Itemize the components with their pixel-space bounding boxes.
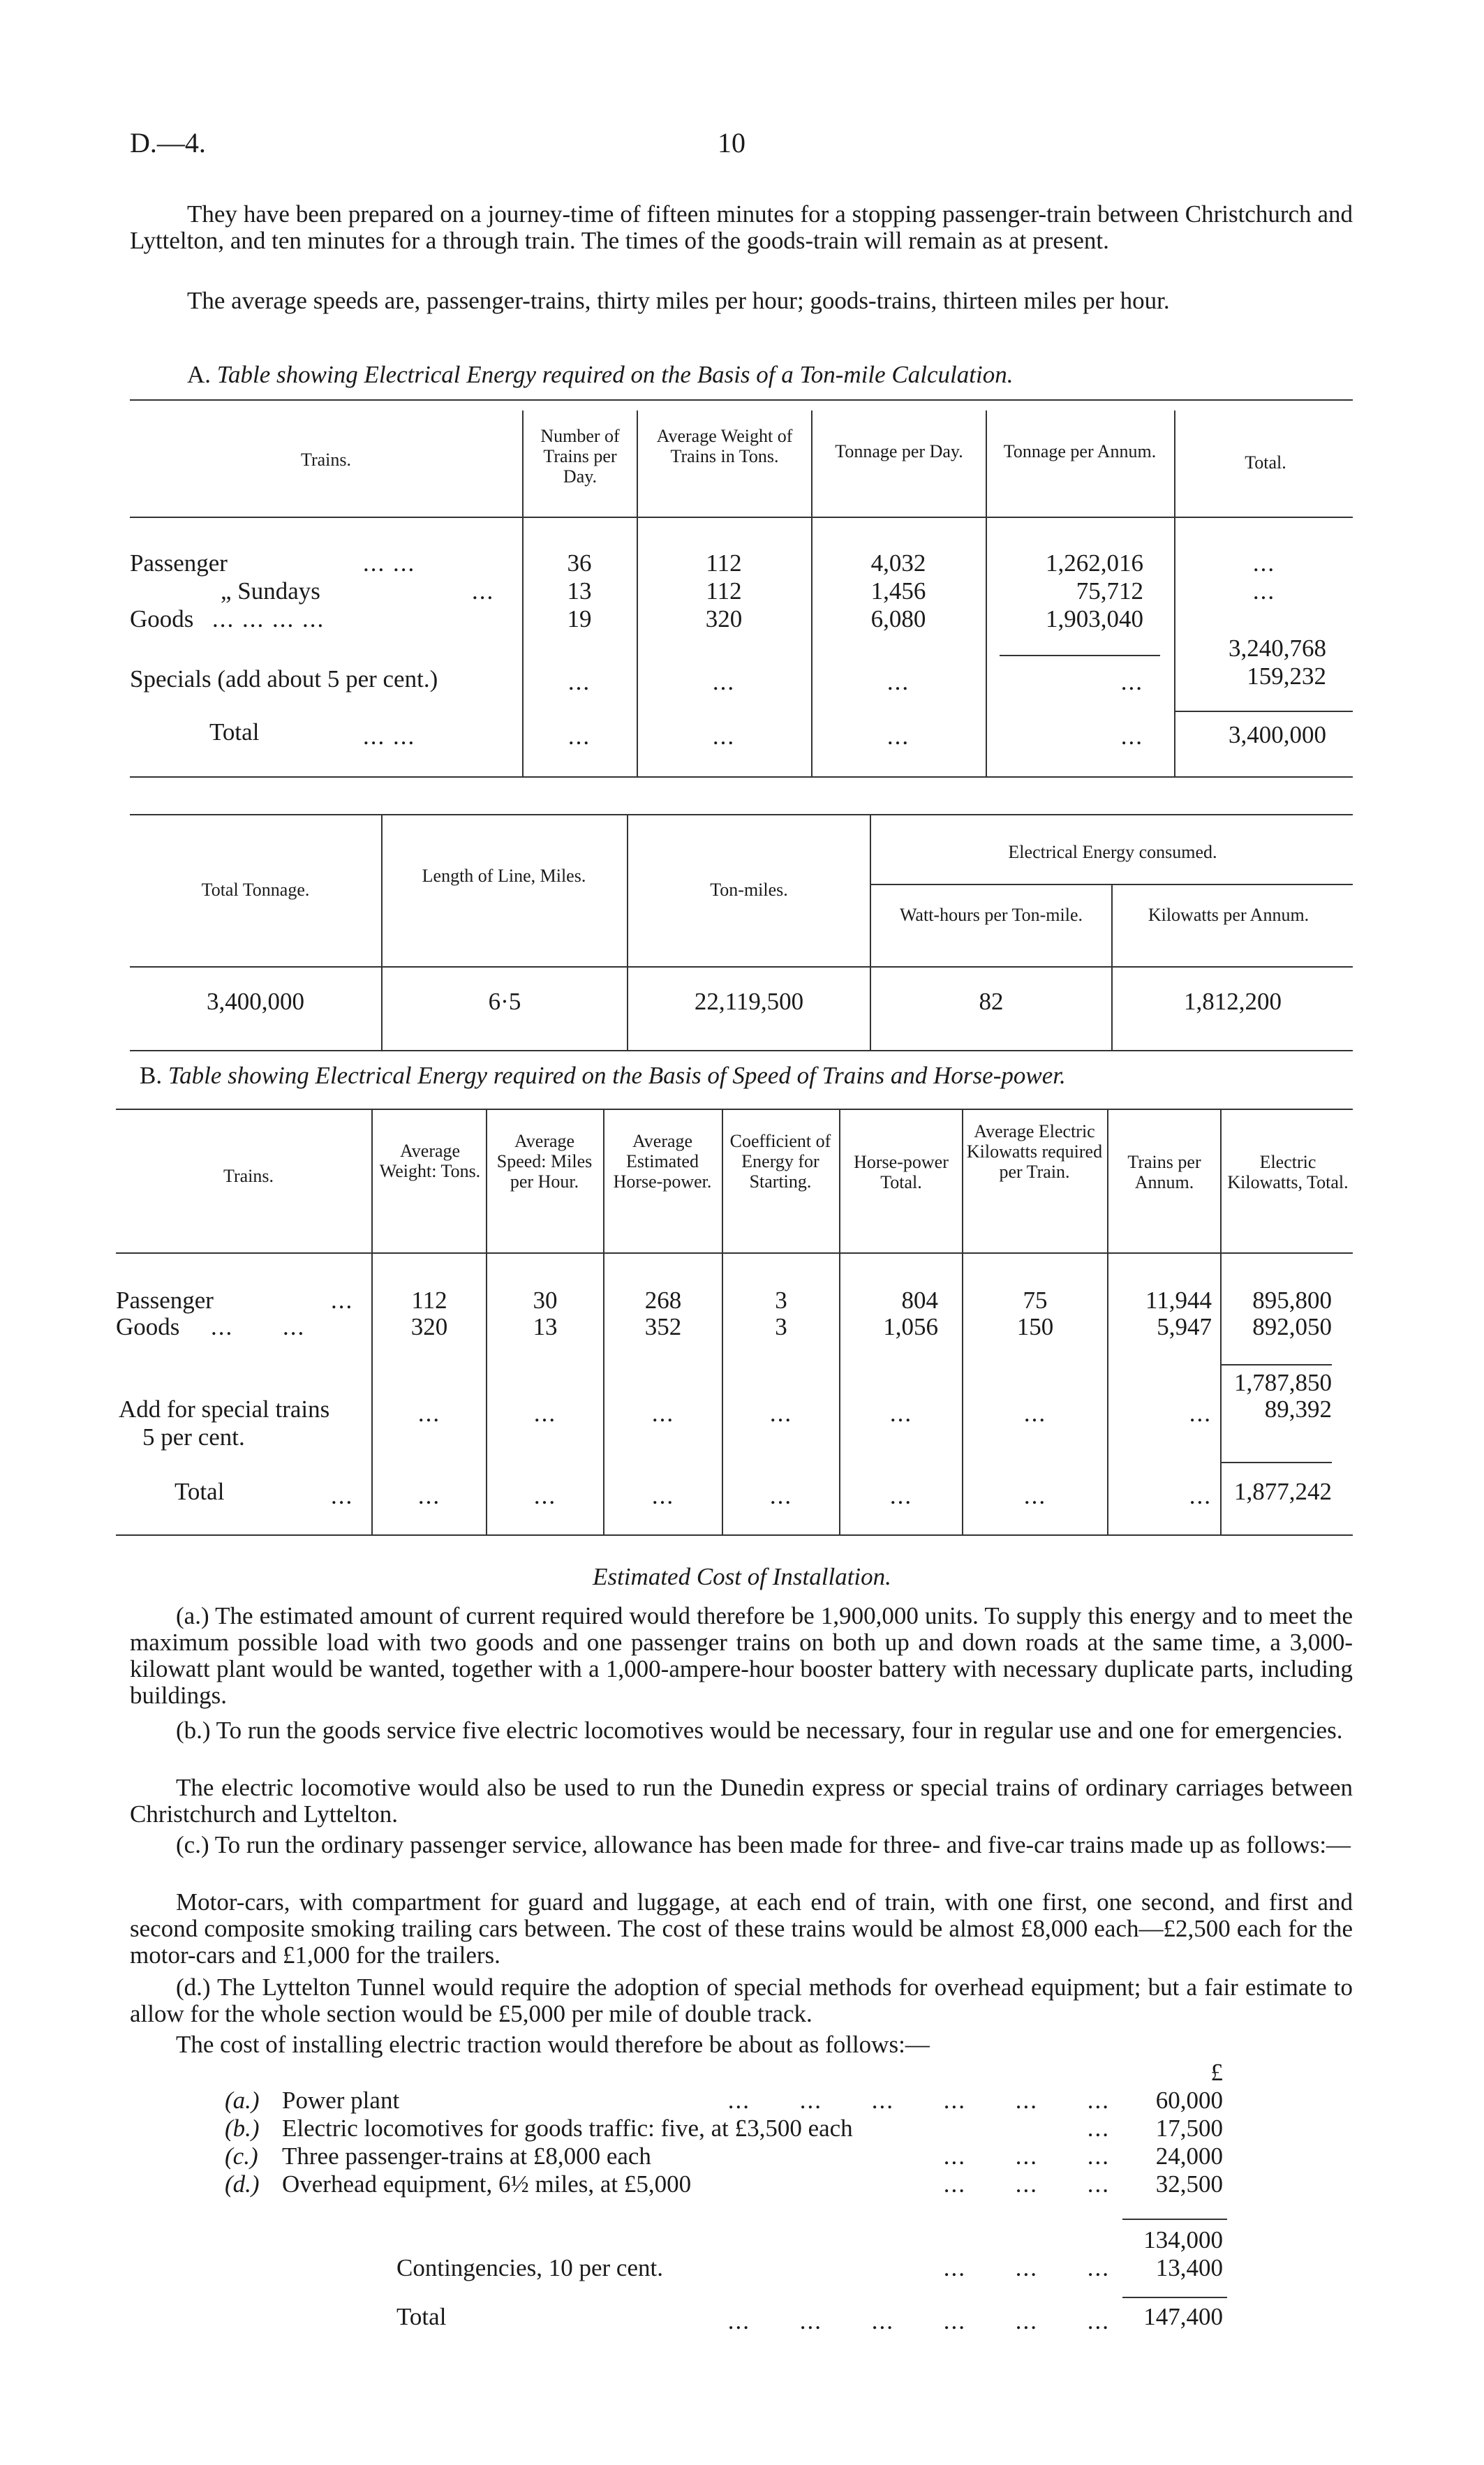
table-b-cell: 352 bbox=[644, 1313, 682, 1340]
table-a2-header-watt-hours: Watt-hours per Ton-mile. bbox=[899, 905, 1083, 925]
table-b-cell: 320 bbox=[410, 1313, 448, 1340]
table-a-bottom-rule bbox=[130, 776, 1353, 778]
table-b-cell: ... bbox=[533, 1400, 557, 1427]
table-a-cell: ... bbox=[1252, 549, 1276, 577]
leader-dots: ... ... ... bbox=[943, 2254, 1110, 2281]
table-b-cell: 5,947 bbox=[1157, 1313, 1212, 1340]
leader-dots: ... bbox=[472, 577, 495, 605]
table-b-header-horse-power: Average Estimated Horse-power. bbox=[613, 1131, 712, 1192]
table-a2-header-rule bbox=[130, 966, 1353, 968]
table-a-header-total: Total. bbox=[1245, 452, 1286, 473]
cost-item-amount: 60,000 bbox=[1155, 2087, 1223, 2114]
table-a-cell: ... bbox=[567, 723, 591, 750]
cost-item-text: Power plant bbox=[282, 2087, 400, 2114]
table-b-cell: ... bbox=[1023, 1482, 1047, 1509]
table-b-header-kilowatts-total: Electric Kilowatts, Total. bbox=[1227, 1152, 1349, 1192]
cost-item-text: Electric locomotives for goods traffic: five, at £3,500 each bbox=[282, 2115, 853, 2142]
table-b-cell: 3 bbox=[775, 1313, 787, 1340]
subtotal-rule bbox=[1122, 2219, 1227, 2220]
cost-item-amount: 17,500 bbox=[1155, 2115, 1223, 2142]
table-a-cell: ... bbox=[712, 668, 736, 695]
intro-paragraph-1: They have been prepared on a journey-time of fifteen minutes for a stopping passenger-train between Christchurch and Lyttelton, and ten minutes for a through train. The times of the goods-train will remain as at present. bbox=[130, 200, 1353, 254]
table-a-cell: 112 bbox=[706, 577, 742, 605]
leader-dots: ... ... bbox=[363, 723, 416, 750]
cost-item-label: (c.) bbox=[225, 2142, 258, 2170]
table-a-cell: ... bbox=[1252, 577, 1276, 605]
table-b-header-hp-total: Horse-power Total. bbox=[854, 1152, 949, 1192]
table-a2-cell: 6·5 bbox=[488, 988, 521, 1015]
leader-dots: ... ... ... bbox=[943, 2142, 1110, 2170]
table-a-header-trains-per-day: Number of Trains per Day. bbox=[540, 426, 620, 487]
table-a2-header-kilowatts: Kilowatts per Annum. bbox=[1148, 905, 1309, 925]
table-b-row-label: Goods bbox=[116, 1313, 180, 1340]
table-a-cell: ... bbox=[886, 723, 910, 750]
cost-subtotal: 134,000 bbox=[1143, 2226, 1223, 2253]
table-b-cell: 11,944 bbox=[1145, 1287, 1212, 1314]
table-a-header-trains: Trains. bbox=[300, 450, 351, 470]
table-b-cell: ... bbox=[651, 1400, 675, 1427]
cost-item-amount: 24,000 bbox=[1155, 2142, 1223, 2170]
table-b-cell: 13 bbox=[533, 1313, 558, 1340]
total-label: Total bbox=[396, 2303, 447, 2330]
table-a2-header-total-tonnage: Total Tonnage. bbox=[201, 880, 310, 900]
leader-dots: ... ... ... ... ... ... bbox=[727, 2087, 1110, 2114]
leader-dots: ... ... ... bbox=[943, 2170, 1110, 2198]
table-a2-header-length: Length of Line, Miles. bbox=[422, 866, 586, 886]
table-a-cell: ... bbox=[1120, 668, 1143, 695]
table-b-subtotal-rule bbox=[1222, 1364, 1332, 1365]
table-b-bottom-rule bbox=[116, 1534, 1353, 1536]
contingencies-label: Contingencies, 10 per cent. bbox=[396, 2254, 663, 2281]
leader-dots: ... ... bbox=[363, 549, 416, 577]
table-a2-cell: 1,812,200 bbox=[1184, 988, 1282, 1015]
table-a2-cell: 3,400,000 bbox=[207, 988, 304, 1015]
table-b-cell: 804 bbox=[901, 1287, 938, 1314]
table-a-cell: ... bbox=[712, 723, 736, 750]
table-b-row-label: Add for special trains bbox=[119, 1396, 330, 1423]
table-a-header-rule bbox=[130, 517, 1353, 518]
table-a-caption: A. Table showing Electrical Energy required on the Basis of a Ton-mile Calculation. bbox=[187, 361, 1014, 388]
currency-symbol: £ bbox=[1210, 2059, 1223, 2086]
cost-paragraph-c2: Motor-cars, with compartment for guard and luggage, at each end of train, with one first, one second, and first and second composite smoking trailing cars between. The cost of these trains would be almost £8,000 each—£2,500 each for the motor-cars and £1,000 for the trailers. bbox=[130, 1888, 1353, 1969]
table-b-cell: 892,050 bbox=[1252, 1313, 1332, 1340]
table-b-cell: 30 bbox=[533, 1287, 558, 1314]
cost-item-label: (a.) bbox=[225, 2087, 260, 2114]
table-a-total: 3,400,000 bbox=[1229, 721, 1326, 748]
table-b-row-label: Total bbox=[175, 1478, 225, 1505]
table-b-cell: ... bbox=[769, 1400, 793, 1427]
table-a-row-label: „ Sundays bbox=[221, 577, 320, 605]
table-a-cell: 19 bbox=[567, 605, 592, 632]
table-a2-bottom-rule bbox=[130, 1050, 1353, 1051]
contingencies-amount: 13,400 bbox=[1155, 2254, 1223, 2281]
table-a-header-tonnage-annum: Tonnage per Annum. bbox=[1003, 441, 1157, 461]
table-b-cell: ... bbox=[417, 1400, 441, 1427]
table-a2-cell: 82 bbox=[979, 988, 1004, 1015]
table-b-header-weight: Average Weight: Tons. bbox=[379, 1141, 481, 1181]
table-b-header-speed: Average Speed: Miles per Hour. bbox=[496, 1131, 593, 1192]
table-a-cell: 4,032 bbox=[870, 549, 926, 577]
table-a-row-label: Total bbox=[209, 718, 260, 746]
table-b-cell: ... bbox=[651, 1482, 675, 1509]
table-b-header-coefficient: Coefficient of Energy for Starting. bbox=[729, 1131, 831, 1192]
table-a2-header-ton-miles: Ton-miles. bbox=[710, 880, 788, 900]
table-a-cell: 1,262,016 bbox=[1046, 549, 1143, 577]
table-b-header-rule bbox=[116, 1252, 1353, 1254]
cost-item-text: Three passenger-trains at £8,000 each bbox=[282, 2142, 651, 2170]
table-b-cell: 150 bbox=[1016, 1313, 1054, 1340]
leader-dots: ... ... ... ... bbox=[212, 605, 325, 632]
total-rule bbox=[1122, 2297, 1227, 2298]
cost-paragraph-b: (b.) To run the goods service five electric locomotives would be necessary, four in regular use and one for emergencies. bbox=[176, 1717, 1343, 1744]
table-a-cell: 1,456 bbox=[870, 577, 926, 605]
cost-item-amount: 32,500 bbox=[1155, 2170, 1223, 2198]
table-b-cell: 112 bbox=[411, 1287, 447, 1314]
table-b-cell: ... bbox=[417, 1482, 441, 1509]
table-a-row-label: Goods bbox=[130, 605, 194, 632]
table-b-cell: ... bbox=[769, 1482, 793, 1509]
table-b-cell: ... bbox=[889, 1400, 913, 1427]
table-a-cell: 320 bbox=[705, 605, 743, 632]
cost-total: 147,400 bbox=[1143, 2303, 1223, 2330]
leader-dots: ... bbox=[1087, 2115, 1110, 2142]
table-b-header-kilowatts-per-train: Average Electric Kilowatts required per Train. bbox=[966, 1121, 1103, 1182]
table-a-cell: 6,080 bbox=[870, 605, 926, 632]
table-a-cell: 159,232 bbox=[1247, 662, 1326, 690]
table-b-cell: 268 bbox=[644, 1287, 682, 1314]
table-b-header-trains-per-annum: Trains per Annum. bbox=[1127, 1152, 1201, 1192]
cost-paragraph-c: (c.) To run the ordinary passenger service, allowance has been made for three- and five-car trains made up as follows:— bbox=[176, 1831, 1351, 1858]
table-a-subtotal: 3,240,768 bbox=[1229, 635, 1326, 662]
table-b-header-trains: Trains. bbox=[223, 1166, 274, 1186]
table-a-row-label: Passenger bbox=[130, 549, 228, 577]
table-a-cell: ... bbox=[1120, 723, 1143, 750]
table-a-cell: 112 bbox=[706, 549, 742, 577]
table-a-cell: 75,712 bbox=[1076, 577, 1143, 605]
table-b-cell: ... bbox=[533, 1482, 557, 1509]
table-a2-cell: 22,119,500 bbox=[694, 988, 804, 1015]
intro-paragraph-2: The average speeds are, passenger-trains, thirty miles per hour; goods-trains, thirteen miles per hour. bbox=[187, 287, 1170, 314]
table-a-cell: 13 bbox=[567, 577, 592, 605]
table-a-cell: 1,903,040 bbox=[1046, 605, 1143, 632]
table-b-row-label: Passenger bbox=[116, 1287, 214, 1314]
table-b-cell: 895,800 bbox=[1252, 1287, 1332, 1314]
table-b-cell: 89,392 bbox=[1264, 1396, 1332, 1423]
table-b-subtotal: 1,787,850 bbox=[1234, 1369, 1332, 1396]
table-a2-top-rule bbox=[130, 814, 1353, 815]
leader-dots: ... bbox=[331, 1482, 354, 1509]
table-a-tonnage-rule bbox=[1000, 655, 1160, 656]
cost-item-text: Overhead equipment, 6½ miles, at £5,000 bbox=[282, 2170, 692, 2198]
table-a-header-tonnage-day: Tonnage per Day. bbox=[835, 441, 963, 461]
table-b-cell: ... bbox=[1023, 1400, 1047, 1427]
table-a-row-label: Specials (add about 5 per cent.) bbox=[130, 665, 438, 693]
table-a2-header-energy: Electrical Energy consumed. bbox=[1008, 842, 1217, 862]
table-b-total: 1,877,242 bbox=[1234, 1478, 1332, 1505]
leader-dots: ... bbox=[331, 1287, 354, 1314]
table-b-cell: ... bbox=[1189, 1400, 1212, 1427]
table-b-cell: 3 bbox=[775, 1287, 787, 1314]
table-b-total-rule bbox=[1222, 1462, 1332, 1463]
leader-dots: ... ... bbox=[211, 1313, 306, 1340]
cost-paragraph-d: (d.) The Lyttelton Tunnel would require the adoption of special methods for overhead equipment; but a fair estimate to allow for the whole section would be £5,000 per mile of double track. bbox=[130, 1974, 1353, 2027]
leader-dots: ... ... ... ... ... ... bbox=[727, 2307, 1110, 2334]
table-a2-col-divider bbox=[1111, 884, 1113, 1050]
table-a-cell: ... bbox=[567, 668, 591, 695]
document-reference: D.—4. bbox=[130, 127, 206, 158]
cost-item-label: (d.) bbox=[225, 2170, 260, 2198]
table-a-header-average-weight: Average Weight of Trains in Tons. bbox=[656, 426, 793, 466]
cost-item-label: (b.) bbox=[225, 2115, 260, 2142]
cost-paragraph-summary: The cost of installing electric traction would therefore be about as follows:— bbox=[176, 2031, 930, 2058]
table-a-cell: 36 bbox=[567, 549, 592, 577]
table-b-cell: ... bbox=[1189, 1482, 1212, 1509]
table-b-caption: B. Table showing Electrical Energy required on the Basis of Speed of Trains and Horse-power. bbox=[140, 1062, 1066, 1089]
table-b-cell: 1,056 bbox=[883, 1313, 938, 1340]
table-b-cell: 75 bbox=[1023, 1287, 1048, 1314]
table-a-top-rule bbox=[130, 399, 1353, 401]
page-number: 10 bbox=[718, 127, 745, 158]
cost-paragraph-a: (a.) The estimated amount of current required would therefore be 1,900,000 units. To supply this energy and to meet the maximum possible load with two goods and one passenger trains on both up and down roads at the same time, a 3,000-kilowatt plant would be wanted, together with a 1,000-ampere-hour booster battery with necessary duplicate parts, including buildings. bbox=[130, 1602, 1353, 1709]
section-heading: Estimated Cost of Installation. bbox=[593, 1563, 891, 1590]
cost-paragraph-b2: The electric locomotive would also be used to run the Dunedin express or special trains of ordinary carriages between Christchurch and Lyttelton. bbox=[130, 1774, 1353, 1828]
table-a-total-rule bbox=[1174, 711, 1353, 712]
table-b-cell: ... bbox=[889, 1482, 913, 1509]
table-b-row-label: 5 per cent. bbox=[142, 1423, 245, 1451]
table-a-cell: ... bbox=[886, 668, 910, 695]
table-b-top-rule bbox=[116, 1109, 1353, 1110]
